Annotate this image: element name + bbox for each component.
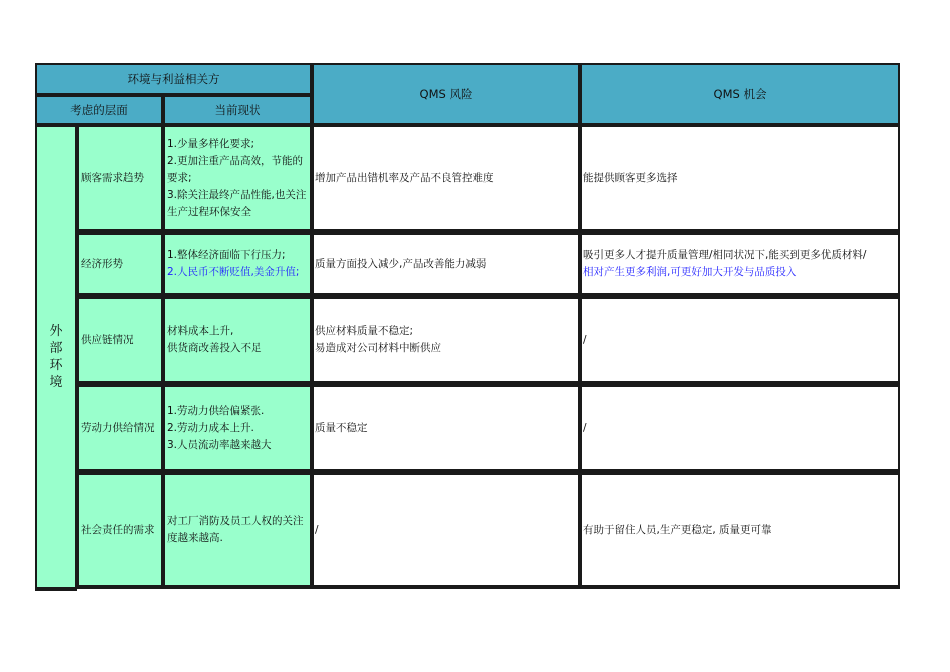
row2-aspect bbox=[77, 233, 163, 295]
header-qms-opportunity-label: QMS 机会 bbox=[713, 86, 767, 101]
row2-status-highlight: 2.人民币不断贬值,美金升值; bbox=[167, 266, 300, 278]
row2-aspect-text: 经济形势 bbox=[81, 257, 123, 270]
row4-risk bbox=[312, 385, 580, 471]
row3-status-text: 材料成本上升, 供货商改善投入不足 bbox=[167, 325, 262, 354]
row2-status-text: 1.整体经济面临下行压力; bbox=[167, 249, 286, 261]
row5-risk bbox=[312, 473, 580, 587]
row1-opportunity bbox=[580, 125, 900, 231]
header-qms-risk bbox=[312, 63, 580, 125]
row5-status bbox=[163, 473, 312, 587]
row3-risk-text: 供应材料质量不稳定; 易造成对公司材料中断供应 bbox=[315, 325, 441, 354]
row5-status-text: 对工厂消防及员工人权的关注度越来越高. bbox=[167, 515, 304, 544]
row3-risk bbox=[312, 297, 580, 383]
header-qms-opportunity bbox=[580, 63, 900, 125]
row1-risk-text: 增加产品出错机率及产品不良管控难度 bbox=[315, 171, 494, 184]
row3-aspect-text: 供应链情况 bbox=[81, 333, 134, 346]
row5-risk-text: / bbox=[315, 523, 319, 536]
row3-opportunity bbox=[580, 297, 900, 383]
row4-risk-text: 质量不稳定 bbox=[315, 421, 368, 434]
row1-opportunity-text: 能提供顾客更多选择 bbox=[583, 171, 678, 184]
header-qms-risk-label: QMS 风险 bbox=[419, 86, 473, 101]
row2-risk-text: 质量方面投入减少,产品改善能力减弱 bbox=[315, 257, 487, 270]
row5-opportunity-text: 有助于留住人员,生产更稳定, 质量更可靠 bbox=[583, 523, 772, 536]
header-aspect-label: 考虑的层面 bbox=[70, 102, 128, 117]
row2-opportunity bbox=[580, 233, 900, 295]
header-env-stakeholder bbox=[35, 63, 312, 95]
row1-aspect bbox=[77, 125, 163, 231]
row1-status-text: 1.少量多样化要求; 2.更加注重产品高效，节能的要求; 3.除关注最终产品性能,也关注生产过程环保安全 bbox=[167, 137, 307, 218]
row2-status-block bbox=[167, 247, 299, 281]
row2-opportunity-block bbox=[583, 247, 866, 281]
row2-opportunity-text: 吸引更多人才提升质量管理/相同状况下,能买到更多优质材料/ bbox=[583, 249, 867, 261]
row2-status bbox=[163, 233, 312, 295]
row4-status bbox=[163, 385, 312, 471]
row1-status bbox=[163, 125, 312, 231]
row5-aspect-text: 社会责任的需求 bbox=[81, 523, 155, 536]
header-current-status-label: 当前现状 bbox=[214, 102, 261, 117]
row2-opportunity-highlight: 相对产生更多利润,可更好加大开发与品质投入 bbox=[583, 266, 797, 278]
row5-aspect bbox=[77, 473, 163, 587]
row3-opportunity-text: / bbox=[583, 333, 587, 346]
row2-risk bbox=[312, 233, 580, 295]
row1-risk bbox=[312, 125, 580, 231]
row3-status bbox=[163, 297, 312, 383]
row1-aspect-text: 顾客需求趋势 bbox=[81, 171, 144, 184]
header-current-status bbox=[163, 95, 312, 125]
row4-aspect bbox=[77, 385, 163, 471]
group-label: 外部环境 bbox=[49, 324, 63, 390]
row5-opportunity bbox=[580, 473, 900, 587]
header-aspect bbox=[35, 95, 163, 125]
row4-status-text: 1.劳动力供给偏紧张. 2.劳动力成本上升. 3.人员流动率越来越大 bbox=[167, 404, 272, 451]
header-env-stakeholder-label: 环境与利益相关方 bbox=[127, 71, 220, 86]
row4-opportunity-text: / bbox=[583, 421, 587, 434]
row4-opportunity bbox=[580, 385, 900, 471]
group-external-environment bbox=[35, 125, 77, 589]
row4-aspect-text: 劳动力供给情况 bbox=[81, 421, 155, 434]
row3-aspect bbox=[77, 297, 163, 383]
